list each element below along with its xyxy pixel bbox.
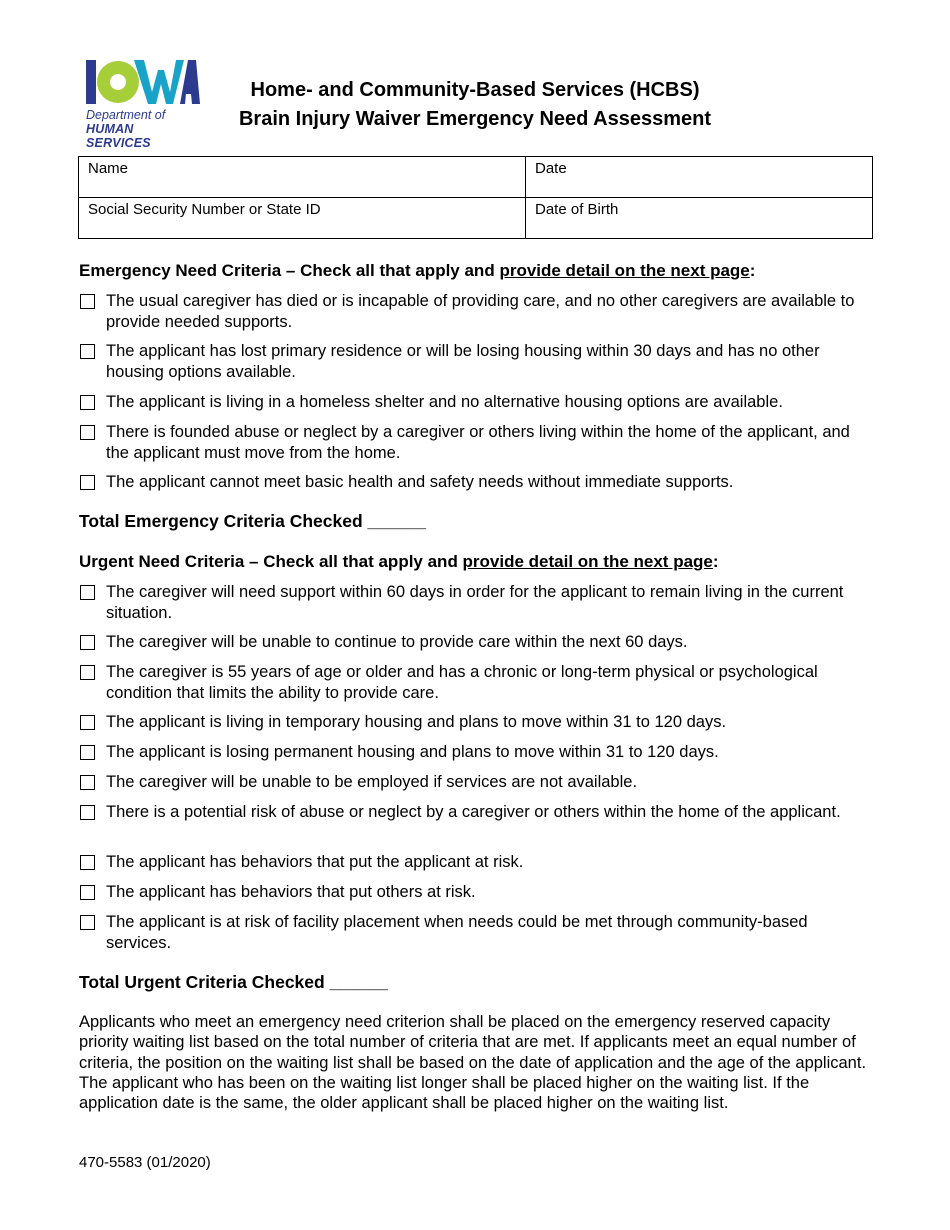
urgent-item: [79, 912, 879, 953]
dob-label: Date of Birth: [535, 201, 619, 218]
ssn-field[interactable]: [79, 198, 526, 239]
emergency-item: [79, 392, 879, 413]
urgent-item-text: There is a potential risk of abuse or neglect by a caregiver or others within the home of the applicant.: [106, 803, 841, 821]
emergency-item-text: The applicant is living in a homeless shelter and no alternative housing options are available.: [106, 393, 783, 411]
urgent-item: [79, 662, 879, 703]
checkbox[interactable]: [80, 585, 95, 600]
emergency-item-text: There is founded abuse or neglect by a caregiver or others living within the home of the applicant, and the applicant must move from the home.: [106, 423, 850, 462]
logo-department-text: Department of: [86, 108, 166, 122]
emergency-item-text: The applicant cannot meet basic health and safety needs without immediate supports.: [106, 473, 734, 491]
iowa-dhs-logo: [84, 58, 200, 150]
urgent-item: [79, 632, 879, 653]
emergency-item: [79, 472, 879, 493]
urgent-item-text: The caregiver will need support within 60 days in order for the applicant to remain living in the current situation.: [106, 583, 844, 622]
dob-field[interactable]: [526, 198, 873, 239]
urgent-heading-colon: :: [712, 552, 719, 571]
urgent-item-text: The applicant has behaviors that put others at risk.: [106, 883, 476, 901]
checkbox[interactable]: [80, 475, 95, 490]
urgent-heading-underlined: provide detail on the next page: [462, 552, 713, 571]
checkbox[interactable]: [80, 885, 95, 900]
checkbox[interactable]: [80, 425, 95, 440]
date-field[interactable]: [526, 157, 873, 198]
urgent-criteria-heading: [79, 552, 719, 572]
checkbox[interactable]: [80, 855, 95, 870]
urgent-item-text: The applicant is at risk of facility placement when needs could be met through community-based services.: [106, 913, 808, 952]
urgent-item: [79, 772, 879, 793]
page-title-line-1: Home- and Community-Based Services (HCBS): [250, 79, 700, 101]
urgent-item-text: The applicant is losing permanent housing and plans to move within 31 to 120 days.: [106, 743, 719, 761]
urgent-item-text: The caregiver is 55 years of age or older and has a chronic or long-term physical or psychological condition that limits the ability to provide care.: [106, 663, 818, 702]
checkbox[interactable]: [80, 344, 95, 359]
urgent-item: [79, 852, 879, 873]
urgent-item: [79, 742, 879, 763]
emergency-item: [79, 341, 879, 382]
checkbox[interactable]: [80, 294, 95, 309]
checkbox[interactable]: [80, 715, 95, 730]
urgent-item-text: The applicant has behaviors that put the applicant at risk.: [106, 853, 524, 871]
urgent-item: [79, 712, 879, 733]
emergency-heading-colon: :: [749, 261, 756, 280]
logo-graphic: [84, 58, 200, 108]
urgent-item-text: The caregiver will be unable to continue to provide care within the next 60 days.: [106, 633, 688, 651]
emergency-item-text: The usual caregiver has died or is incapable of providing care, and no other caregivers are available to provide needed supports.: [106, 292, 855, 331]
emergency-heading-text: Emergency Need Criteria – Check all that apply and: [79, 261, 500, 280]
emergency-item: [79, 291, 879, 332]
name-label: Name: [88, 160, 129, 177]
urgent-item: [79, 882, 879, 903]
emergency-heading-underlined: provide detail on the next page: [499, 261, 750, 280]
total-emergency-criteria: Total Emergency Criteria Checked ______: [79, 511, 426, 531]
applicant-info-table: [78, 156, 873, 239]
emergency-item: [79, 422, 879, 463]
urgent-heading-text: Urgent Need Criteria – Check all that apply and: [79, 552, 463, 571]
urgent-item-text: The applicant is living in temporary housing and plans to move within 31 to 120 days.: [106, 713, 727, 731]
emergency-criteria-heading: [79, 261, 755, 281]
date-label: Date: [535, 160, 567, 177]
total-urgent-criteria: Total Urgent Criteria Checked ______: [79, 972, 388, 992]
urgent-item-text: The caregiver will be unable to be employed if services are not available.: [106, 773, 638, 791]
name-field[interactable]: [79, 157, 526, 198]
urgent-item: [79, 582, 879, 623]
checkbox[interactable]: [80, 775, 95, 790]
ssn-label: Social Security Number or State ID: [88, 201, 321, 218]
checkbox[interactable]: [80, 915, 95, 930]
checkbox[interactable]: [80, 665, 95, 680]
waiting-list-explanation: Applicants who meet an emergency need criterion shall be placed on the emergency reserved capacity priority waiting list based on the total number of criteria that are met. If applicants meet an equal number of criteria, the position on the waiting list shall be based on the date of application and the age of the applicant. The applicant who has been on the waiting list longer shall be placed higher on the waiting list. If the application date is the same, the older applicant shall be placed higher on the waiting list.: [79, 1013, 867, 1113]
urgent-item: [79, 802, 879, 823]
checkbox[interactable]: [80, 635, 95, 650]
emergency-item-text: The applicant has lost primary residence or will be losing housing within 30 days and has no other housing options available.: [106, 342, 820, 381]
checkbox[interactable]: [80, 805, 95, 820]
checkbox[interactable]: [80, 745, 95, 760]
form-number: 470-5583 (01/2020): [79, 1154, 211, 1171]
checkbox[interactable]: [80, 395, 95, 410]
page-title-line-2: Brain Injury Waiver Emergency Need Assessment: [238, 108, 712, 130]
logo-human-services-text: HUMAN SERVICES: [86, 122, 151, 150]
